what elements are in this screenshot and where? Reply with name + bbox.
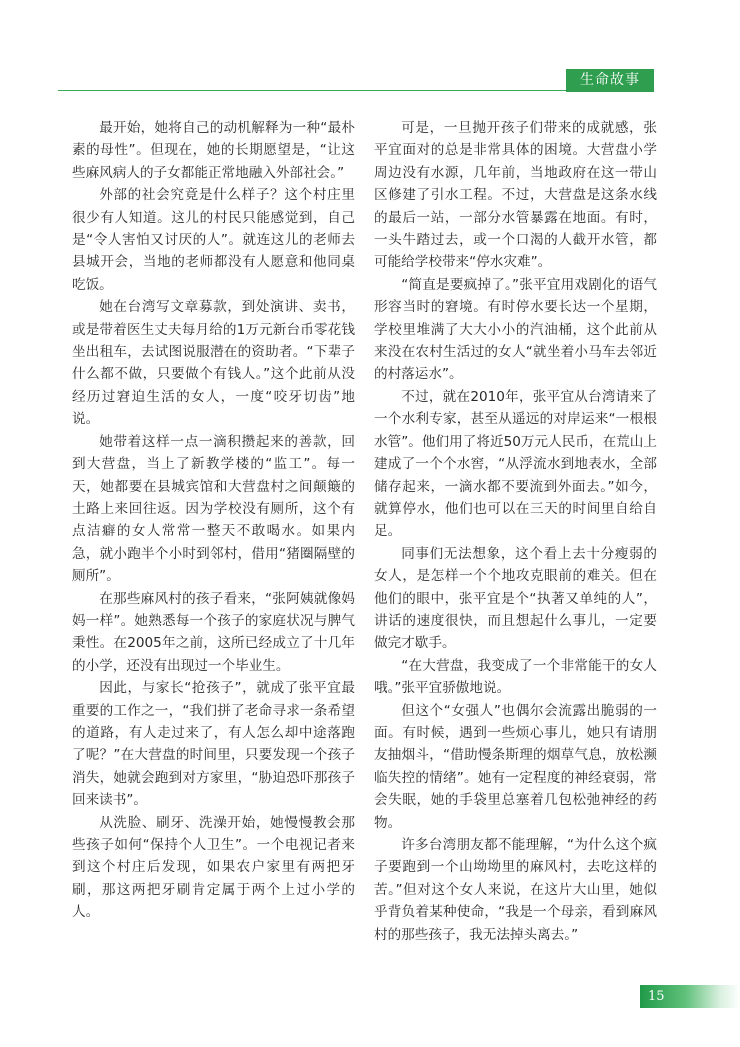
paragraph: 最开始，她将自己的动机解释为一种“最朴素的母性”。但现在，她的长期愿望是，“让这些麻风病人的子女都能正常地融入外部社会。” <box>72 120 355 181</box>
paragraph: “在大营盘，我变成了一个非常能干的女人哦。”张平宜骄傲地说。 <box>374 657 657 697</box>
paragraph: 许多台湾朋友都不能理解，“为什么这个疯子要跑到一个山坳坳里的麻风村，去吃这样的苦。”但对这个女人来说，在这片大山里，她似乎背负着某种使命，“我是一个母亲，看到麻风村的那些孩子，我无法掉头离去。” <box>374 837 657 943</box>
paragraph: 同事们无法想象，这个看上去十分瘦弱的女人，是怎样一个个地攻克眼前的难关。但在他们的眼中，张平宜是个“执著又单纯的人”，讲话的速度很快，而且想起什么事儿，一定要做完才歇手。 <box>374 545 657 652</box>
section-label: 生命故事 <box>566 69 654 92</box>
paragraph: 她在台湾写文章募款，到处演讲、卖书，或是带着医生丈夫每月给的1万元新台币零花钱坐出租车，去试图说服潜在的资助者。“下辈子什么都不做，只要做个有钱人。”这个此前从没经历过窘迫生活的女人，一度“咬牙切齿”地说。 <box>72 299 355 428</box>
paragraph: 可是，一旦抛开孩子们带来的成就感，张平宜面对的总是非常具体的困境。大营盘小学周边没有水源，几年前，当地政府在这一带山区修建了引水工程。不过，大营盘是这条水线的最后一站，一部分水管暴露在地面。有时，一头牛踏过去，或一个口渴的人截开水管，都可能给学校带来“停水灾难”。 <box>374 120 657 271</box>
paragraph: 因此，与家长“抢孩子”，就成了张平宜最重要的工作之一，“我们拼了老命寻求一条希望的道路，有人走过来了，有人怎么却中途落跑了呢？”在大营盘的时间里，只要发现一个孩子消失，她就会跑到对方家里，“胁迫恐吓那孩子回来读书”。 <box>72 680 355 809</box>
page-number: 15 <box>648 989 665 1004</box>
header-divider <box>58 90 654 91</box>
paragraph: 但这个“女强人”也偶尔会流露出脆弱的一面。有时候，遇到一些烦心事儿，她只有请朋友抽烟斗，“借助慢条斯理的烟草气息，放松濒临失控的情绪”。她有一定程度的神经衰弱，常会失眠，她的手袋里总塞着几包松弛神经的药物。 <box>374 702 657 831</box>
paragraph: 不过，就在2010年，张平宜从台湾请来了一个水利专家，甚至从遥远的对岸运来“一根根水管”。他们用了将近50万元人民币，在荒山上建成了一个个水窖，“从浮流水到地表水，全部储存起来，一滴水都不要流到外面去。”如今，就算停水，他们也可以在三天的时间里自给自足。 <box>374 388 657 540</box>
left-column <box>72 117 355 924</box>
paragraph: 在那些麻风村的孩子看来，“张阿姨就像妈妈一样”。她熟悉每一个孩子的家庭状况与脾气秉性。在2005年之前，这所已经成立了十几年的小学，还没有出现过一个毕业生。 <box>72 590 355 674</box>
paragraph: 外部的社会究竟是什么样子？这个村庄里很少有人知道。这儿的村民只能感觉到，自己是“令人害怕又讨厌的人”。就连这儿的老师去县城开会，当地的老师都没有人愿意和他同桌吃饭。 <box>72 187 355 293</box>
paragraph: 她带着这样一点一滴积攒起来的善款，回到大营盘，当上了新教学楼的“监工”。每一天，她都要在县城宾馆和大营盘村之间颠簸的土路上来回往返。因为学校没有厕所，这个有点洁癖的女人常常一整天不敢喝水。如果内急，就小跑半个小时到邻村，借用“猪圈隔壁的厕所”。 <box>72 433 355 585</box>
paragraph: 从洗脸、刷牙、洗澡开始，她慢慢教会那些孩子如何“保持个人卫生”。一个电视记者来到这个村庄后发现，如果农户家里有两把牙刷，那这两把牙刷肯定属于两个上过小学的人。 <box>72 814 355 921</box>
paragraph: “简直是要疯掉了。”张平宜用戏剧化的语气形容当时的窘境。有时停水要长达一个星期，学校里堆满了大大小小的汽油桶，这个此前从来没在农村生活过的女人“就坐着小马车去邻近的村落运水”。 <box>374 276 657 383</box>
right-column <box>374 117 657 946</box>
